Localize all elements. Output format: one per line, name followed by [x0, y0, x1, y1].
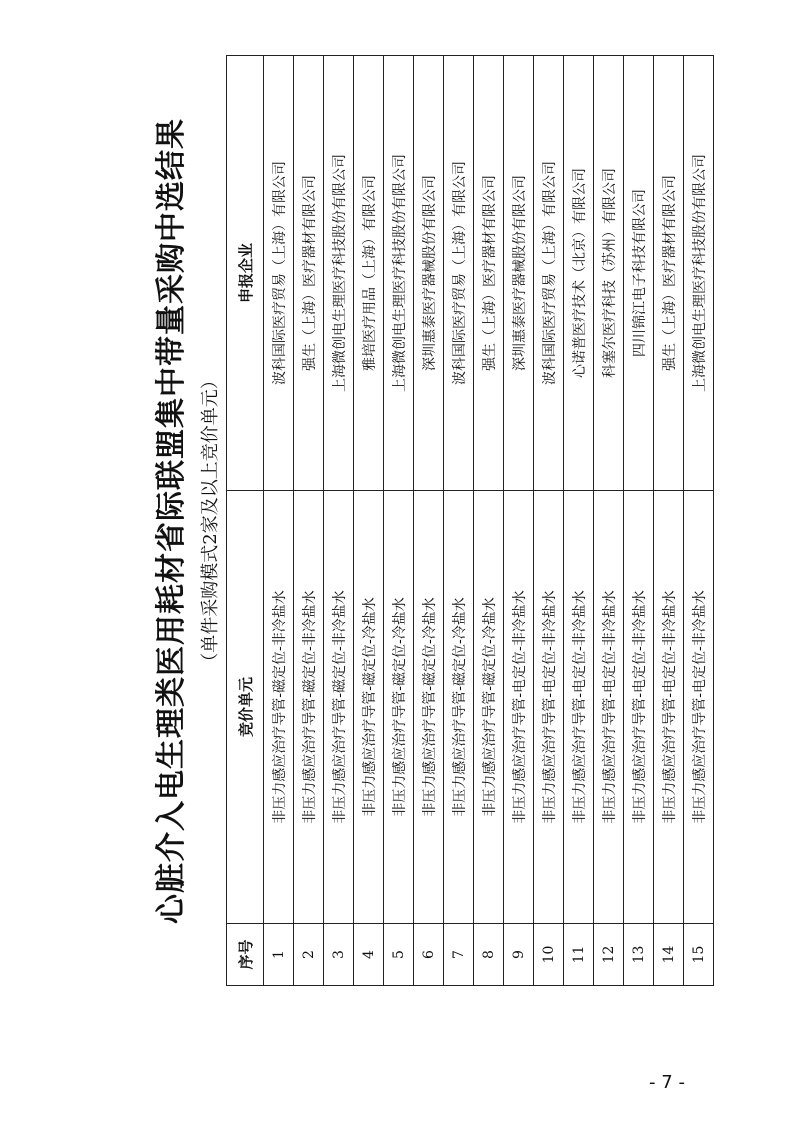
cell-company: 深圳惠泰医疗器械股份有限公司 — [414, 56, 444, 491]
cell-company: 上海微创电生理医疗科技股份有限公司 — [384, 56, 414, 491]
cell-no: 10 — [534, 924, 564, 986]
cell-no: 15 — [684, 924, 714, 986]
cell-no: 11 — [564, 924, 594, 986]
table-row — [504, 56, 534, 986]
rotated-page-content — [144, 56, 708, 986]
cell-unit: 非压力感应治疗导管-磁定位-冷盐水 — [384, 491, 414, 924]
header-unit: 竞价单元 — [227, 491, 264, 924]
cell-unit: 非压力感应治疗导管-电定位-非冷盐水 — [684, 491, 714, 924]
cell-no: 1 — [264, 924, 294, 986]
cell-company: 波科国际医疗贸易（上海）有限公司 — [444, 56, 474, 491]
cell-unit: 非压力感应治疗导管-电定位-非冷盐水 — [504, 491, 534, 924]
cell-company: 上海微创电生理医疗科技股份有限公司 — [684, 56, 714, 491]
table-row — [624, 56, 654, 986]
table-row — [564, 56, 594, 986]
page-subtitle: （单件采购模式2家及以上竞价单元） — [200, 371, 221, 671]
cell-company: 心诺普医疗技术（北京）有限公司 — [564, 56, 594, 491]
table-row — [414, 56, 444, 986]
table-row — [354, 56, 384, 986]
cell-company: 强生（上海）医疗器材有限公司 — [654, 56, 684, 491]
cell-no: 14 — [654, 924, 684, 986]
table-row — [594, 56, 624, 986]
cell-unit: 非压力感应治疗导管-电定位-非冷盐水 — [534, 491, 564, 924]
table-row — [474, 56, 504, 986]
cell-no: 2 — [294, 924, 324, 986]
cell-unit: 非压力感应治疗导管-电定位-非冷盐水 — [624, 491, 654, 924]
table-row — [444, 56, 474, 986]
table-row — [384, 56, 414, 986]
cell-company: 波科国际医疗贸易（上海）有限公司 — [264, 56, 294, 491]
table-row — [324, 56, 354, 986]
cell-unit: 非压力感应治疗导管-磁定位-非冷盐水 — [294, 491, 324, 924]
cell-company: 科塞尔医疗科技（苏州）有限公司 — [594, 56, 624, 491]
table-row — [534, 56, 564, 986]
header-no: 序号 — [227, 924, 264, 986]
cell-unit: 非压力感应治疗导管-电定位-非冷盐水 — [654, 491, 684, 924]
cell-unit: 非压力感应治疗导管-磁定位-非冷盐水 — [324, 491, 354, 924]
cell-no: 3 — [324, 924, 354, 986]
cell-unit: 非压力感应治疗导管-电定位-非冷盐水 — [564, 491, 594, 924]
cell-no: 7 — [444, 924, 474, 986]
page-title: 心脏介入电生理类医用耗材省际联盟集中带量采购中选结果 — [154, 118, 189, 924]
cell-no: 4 — [354, 924, 384, 986]
cell-unit: 非压力感应治疗导管-磁定位-冷盐水 — [354, 491, 384, 924]
table-row — [294, 56, 324, 986]
cell-unit: 非压力感应治疗导管-电定位-非冷盐水 — [594, 491, 624, 924]
table-row — [264, 56, 294, 986]
table-row — [684, 56, 714, 986]
cell-unit: 非压力感应治疗导管-磁定位-冷盐水 — [414, 491, 444, 924]
cell-no: 13 — [624, 924, 654, 986]
cell-no: 8 — [474, 924, 504, 986]
cell-company: 强生（上海）医疗器材有限公司 — [294, 56, 324, 491]
page-number: - 7 - — [649, 1072, 685, 1093]
cell-no: 6 — [414, 924, 444, 986]
cell-unit: 非压力感应治疗导管-磁定位-冷盐水 — [474, 491, 504, 924]
cell-unit: 非压力感应治疗导管-磁定位-非冷盐水 — [264, 491, 294, 924]
cell-no: 12 — [594, 924, 624, 986]
results-table — [226, 55, 714, 986]
table-header-row — [227, 56, 264, 986]
cell-company: 雅培医疗用品（上海）有限公司 — [354, 56, 384, 491]
cell-company: 四川锦江电子科技有限公司 — [624, 56, 654, 491]
table-row — [654, 56, 684, 986]
cell-company: 深圳惠泰医疗器械股份有限公司 — [504, 56, 534, 491]
cell-no: 9 — [504, 924, 534, 986]
cell-company: 强生（上海）医疗器材有限公司 — [474, 56, 504, 491]
cell-unit: 非压力感应治疗导管-磁定位-冷盐水 — [444, 491, 474, 924]
cell-company: 上海微创电生理医疗科技股份有限公司 — [324, 56, 354, 491]
header-company: 申报企业 — [227, 56, 264, 491]
cell-no: 5 — [384, 924, 414, 986]
cell-company: 波科国际医疗贸易（上海）有限公司 — [534, 56, 564, 491]
